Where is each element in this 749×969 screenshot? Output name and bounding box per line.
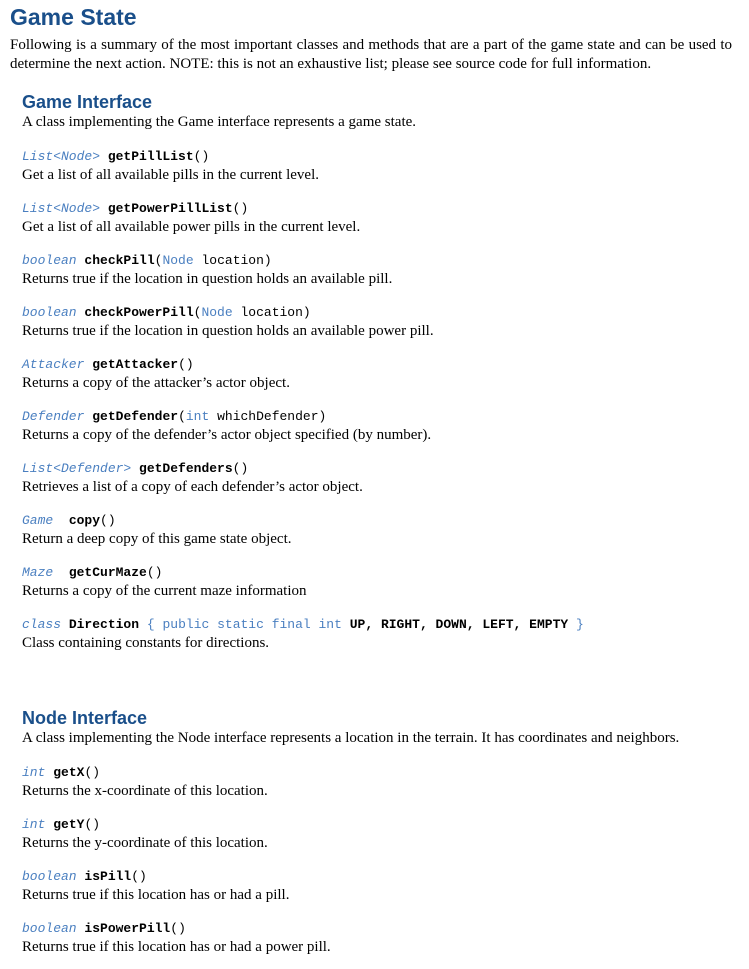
method-signature: int getY()	[22, 817, 101, 832]
method-description: Retrieves a list of a copy of each defender’s actor object.	[22, 479, 363, 495]
method-description: Return a deep copy of this game state object.	[22, 531, 292, 547]
method-entry-getPillList	[22, 148, 319, 185]
method-description: Returns the y-coordinate of this location.	[22, 835, 268, 851]
method-signature: Attacker getAttacker()	[22, 357, 194, 372]
method-signature: List<Node> getPillList()	[22, 149, 210, 164]
method-description: Returns true if the location in question holds an available power pill.	[22, 323, 434, 339]
method-signature: boolean isPowerPill()	[22, 921, 186, 936]
method-signature: Defender getDefender(int whichDefender)	[22, 409, 327, 424]
method-description: Get a list of all available power pills in the current level.	[22, 219, 361, 235]
method-entry-getDefender	[22, 408, 431, 445]
node-interface-description: A class implementing the Node interface represents a location in the terrain. It has coordinates and neighbors.	[22, 730, 680, 746]
method-description: Returns a copy of the current maze information	[22, 583, 307, 599]
method-entry-copy	[22, 512, 292, 549]
method-entry-getCurMaze	[22, 564, 306, 601]
method-signature: Maze getCurMaze()	[22, 565, 163, 580]
method-entry-isPowerPill	[22, 920, 331, 957]
method-signature: boolean checkPill(Node location)	[22, 253, 272, 268]
method-description: Returns a copy of the attacker’s actor object.	[22, 375, 290, 391]
game-interface-heading: Game Interface	[22, 92, 153, 112]
class-description: Class containing constants for directions.	[22, 635, 270, 651]
method-description: Returns a copy of the defender’s actor object specified (by number).	[22, 427, 432, 443]
method-signature: int getX()	[22, 765, 101, 780]
method-entry-isPill	[22, 868, 289, 905]
page-title: Game State	[10, 4, 137, 30]
method-entry-checkPill	[22, 252, 392, 289]
method-description: Get a list of all available pills in the current level.	[22, 167, 319, 183]
method-description: Returns true if the location in question holds an available pill.	[22, 271, 393, 287]
method-signature: List<Node> getPowerPillList()	[22, 201, 249, 216]
method-entry-getAttacker	[22, 356, 290, 393]
class-signature: class Direction { public static final int UP, RIGHT, DOWN, LEFT, EMPTY }	[22, 617, 584, 632]
method-description: Returns true if this location has or had a pill.	[22, 887, 290, 903]
method-entry-getX	[22, 764, 268, 801]
class-entry-direction	[22, 616, 584, 653]
method-signature: List<Defender> getDefenders()	[22, 461, 249, 476]
method-signature: boolean checkPowerPill(Node location)	[22, 305, 311, 320]
node-interface-heading: Node Interface	[22, 708, 148, 728]
method-entry-getPowerPillList	[22, 200, 360, 237]
method-signature: boolean isPill()	[22, 869, 147, 884]
game-interface-description: A class implementing the Game interface represents a game state.	[22, 114, 417, 130]
method-description: Returns the x-coordinate of this location.	[22, 783, 268, 799]
intro-paragraph: Following is a summary of the most important classes and methods that are a part of the game state and can be used to determine the next action. NOTE: this is not an exhaustive list; please see source code for full information.	[10, 37, 732, 72]
method-entry-getDefenders	[22, 460, 363, 497]
method-signature: Game copy()	[22, 513, 116, 528]
method-description: Returns true if this location has or had a power pill.	[22, 939, 331, 955]
method-entry-getY	[22, 816, 268, 853]
method-entry-checkPowerPill	[22, 304, 434, 341]
